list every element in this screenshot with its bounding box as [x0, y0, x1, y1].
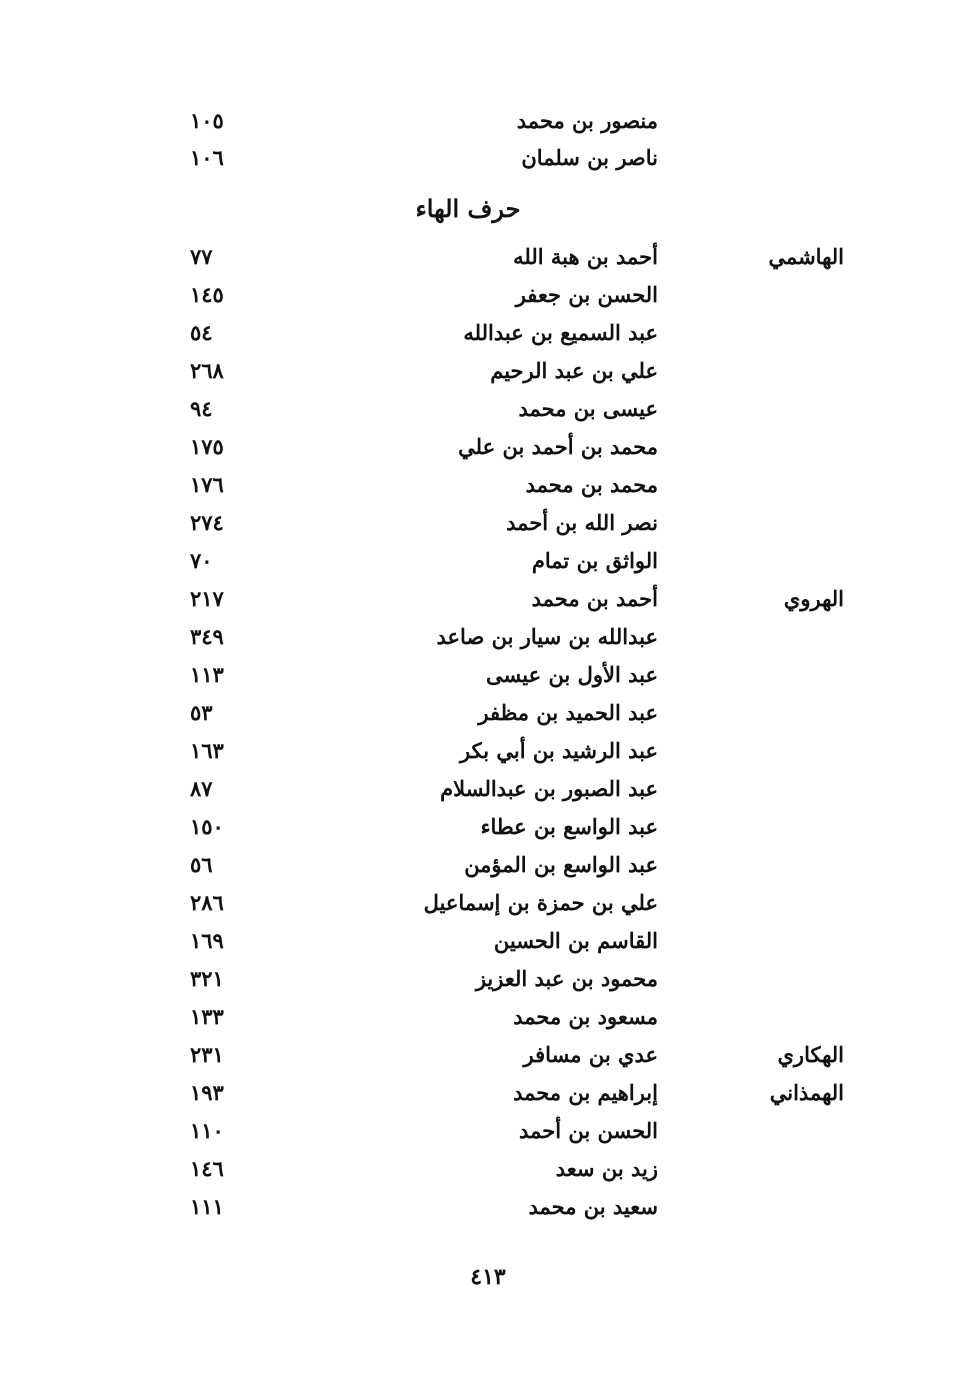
index-entry — [0, 1040, 960, 1078]
entry-name: عبد الرشيد بن أبي بكر — [460, 738, 658, 763]
entry-page-ref: ١٧٥ — [190, 434, 224, 459]
index-entry — [0, 242, 960, 280]
entry-page-ref: ١٧٦ — [190, 472, 224, 497]
entry-nisba: الهكاري — [777, 1042, 844, 1067]
index-entry — [0, 470, 960, 508]
index-entry — [0, 1002, 960, 1040]
entry-name: علي بن عبد الرحيم — [490, 358, 658, 383]
index-entry — [0, 143, 960, 181]
entry-name: أحمد بن هبة الله — [513, 244, 658, 269]
entry-name: محمد بن أحمد بن علي — [458, 434, 658, 459]
entry-name: عبد الحميد بن مظفر — [478, 700, 658, 725]
entry-page-ref: ٢٨٦ — [190, 890, 224, 915]
entry-page-ref: ٥٤ — [190, 320, 213, 345]
index-entry — [0, 736, 960, 774]
entry-nisba: الهمذاني — [769, 1080, 844, 1105]
entry-name: الحسن بن أحمد — [519, 1118, 658, 1143]
index-entry — [0, 432, 960, 470]
entry-name: عبد الأول بن عيسى — [486, 662, 658, 687]
entry-name: عبد الواسع بن المؤمن — [464, 852, 658, 877]
index-entry — [0, 1192, 960, 1230]
section-heading-text: حرف الهاء — [415, 194, 521, 223]
index-entry — [0, 1116, 960, 1154]
index-entry — [0, 280, 960, 318]
entry-nisba: الهروي — [783, 586, 844, 611]
entry-name: الحسن بن جعفر — [515, 282, 658, 307]
index-entry — [0, 1078, 960, 1116]
entry-page-ref: ٣٤٩ — [190, 624, 224, 649]
entry-page-ref: ٢٧٤ — [190, 510, 224, 535]
entry-page-ref: ١١١ — [190, 1194, 224, 1219]
entry-page-ref: ٢١٧ — [190, 586, 224, 611]
index-entry — [0, 546, 960, 584]
entry-name: الواثق بن تمام — [531, 548, 658, 573]
entry-page-ref: ١١٣ — [190, 662, 224, 687]
entry-name: منصور بن محمد — [516, 108, 658, 133]
entry-page-ref: ٩٤ — [190, 396, 213, 421]
index-entry — [0, 584, 960, 622]
entry-name: سعيد بن محمد — [528, 1194, 658, 1219]
entry-name: القاسم بن الحسين — [493, 928, 658, 953]
index-entry — [0, 888, 960, 926]
index-entry — [0, 964, 960, 1002]
page-number — [0, 1262, 960, 1292]
entry-page-ref: ١٤٥ — [190, 282, 224, 307]
index-entry — [0, 1154, 960, 1192]
entry-page-ref: ١٥٠ — [190, 814, 224, 839]
index-entry — [0, 356, 960, 394]
entry-page-ref: ١٤٦ — [190, 1156, 224, 1181]
index-entry — [0, 622, 960, 660]
entry-page-ref: ٧٧ — [190, 244, 213, 269]
index-entry — [0, 508, 960, 546]
entry-name: عدي بن مسافر — [523, 1042, 658, 1067]
entry-page-ref: ٥٣ — [190, 700, 213, 725]
entry-page-ref: ٢٣١ — [190, 1042, 224, 1067]
entry-page-ref: ٥٦ — [190, 852, 213, 877]
entry-name: مسعود بن محمد — [513, 1004, 658, 1029]
index-entry — [0, 698, 960, 736]
entry-page-ref: ٣٢١ — [190, 966, 224, 991]
entry-name: عبد الصبور بن عبدالسلام — [440, 776, 658, 801]
entry-page-ref: ١٠٥ — [190, 108, 224, 133]
index-entry — [0, 318, 960, 356]
entry-name: عبدالله بن سيار بن صاعد — [436, 624, 658, 649]
entry-name: إبراهيم بن محمد — [513, 1080, 658, 1105]
page-number-text: ٤١٣ — [470, 1264, 506, 1290]
section-heading — [0, 192, 960, 226]
entry-page-ref: ٧٠ — [190, 548, 213, 573]
entry-name: عيسى بن محمد — [518, 396, 658, 421]
entry-name: ناصر بن سلمان — [521, 145, 658, 170]
index-entry — [0, 774, 960, 812]
entry-name: نصر الله بن أحمد — [506, 510, 658, 535]
entry-page-ref: ٨٧ — [190, 776, 213, 801]
index-entry — [0, 812, 960, 850]
entry-page-ref: ١١٠ — [190, 1118, 224, 1143]
entry-name: محمد بن محمد — [525, 472, 658, 497]
index-entry — [0, 394, 960, 432]
entry-name: عبد الواسع بن عطاء — [480, 814, 658, 839]
entry-name: زيد بن سعد — [555, 1156, 658, 1181]
entry-page-ref: ١٦٩ — [190, 928, 224, 953]
index-entry — [0, 106, 960, 144]
entry-name: محمود بن عبد العزيز — [475, 966, 658, 991]
entry-page-ref: ١٣٣ — [190, 1004, 224, 1029]
entry-page-ref: ١٦٣ — [190, 738, 224, 763]
entry-name: عبد السميع بن عبدالله — [463, 320, 658, 345]
entry-page-ref: ١٠٦ — [190, 145, 224, 170]
index-entry — [0, 660, 960, 698]
entry-page-ref: ٢٦٨ — [190, 358, 224, 383]
index-entry — [0, 850, 960, 888]
entry-page-ref: ١٩٣ — [190, 1080, 224, 1105]
entry-name: أحمد بن محمد — [531, 586, 658, 611]
index-entry — [0, 926, 960, 964]
entry-name: علي بن حمزة بن إسماعيل — [423, 890, 658, 915]
entry-nisba: الهاشمي — [768, 244, 844, 269]
